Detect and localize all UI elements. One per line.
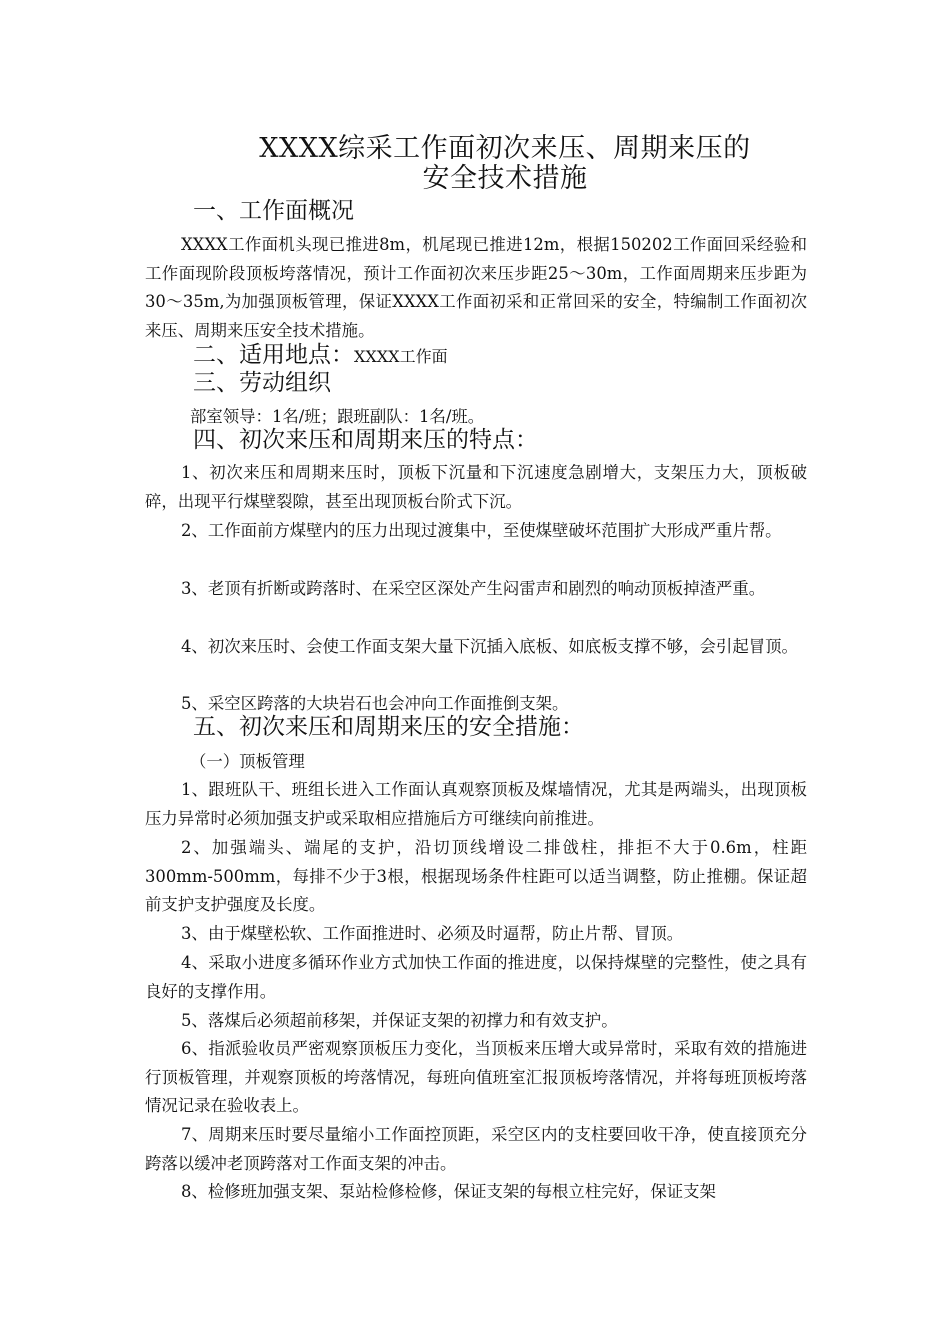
- section4-heading: 四、初次来压和周期来压的特点：: [193, 427, 538, 453]
- section4-item: 2、工作面前方煤壁内的压力出现过渡集中，至使煤壁破坏范围扩大形成严重片帮。: [181, 521, 782, 540]
- section3-paragraph: 部室领导：1名/班；跟班副队：1名/班。: [190, 407, 485, 426]
- document-title-line1: XXXX综采工作面初次来压、周期来压的: [259, 133, 751, 164]
- section5-item: 5、落煤后必须超前移架，并保证支架的初撑力和有效支护。: [181, 1011, 618, 1030]
- section4-item: 5、采空区跨落的大块岩石也会冲向工作面推倒支架。: [181, 694, 569, 713]
- section5-item: 4、采取小进度多循环作业方式加快工作面的推进度，以保持煤壁的完整性，使之具有良好的支撑作用。: [145, 953, 807, 1001]
- section2-location-value: XXXX工作面: [354, 347, 448, 366]
- section5-item: 2、加强端头、端尾的支护，沿切顶线增设二排戗柱，排拒不大于0.6m，柱距300mm-500mm，每排不少于3根，根据现场条件柱距可以适当调整，防止推棚。保证超前支护支护强度及长度。: [145, 838, 807, 915]
- section5-item: 1、跟班队干、班组长进入工作面认真观察顶板及煤墙情况，尤其是两端头，出现顶板压力异常时必须加强支护或采取相应措施后方可继续向前推进。: [145, 780, 807, 828]
- section5-item: 8、检修班加强支架、泵站检修检修，保证支架的每根立柱完好，保证支架: [181, 1182, 716, 1201]
- section5-item: 3、由于煤壁松软、工作面推进时、必须及时逼帮，防止片帮、冒顶。: [181, 924, 684, 943]
- document-title-line2: 安全技术措施: [422, 163, 588, 194]
- section5-item: 7、周期来压时要尽量缩小工作面控顶距，采空区内的支柱要回收干净，使直接顶充分跨落以缓冲老顶跨落对工作面支架的冲击。: [145, 1125, 807, 1173]
- section5-heading: 五、初次来压和周期来压的安全措施：: [193, 714, 584, 740]
- section1-heading: 一、工作面概况: [193, 198, 354, 224]
- section2-heading-label: 二、适用地点：: [193, 342, 354, 368]
- section4-item: 1、初次来压和周期来压时，顶板下沉量和下沉速度急剧增大，支架压力大，顶板破碎，出现平行煤壁裂隙，甚至出现顶板台阶式下沉。: [145, 463, 807, 511]
- section5-item: 6、指派验收员严密观察顶板压力变化，当顶板来压增大或异常时，采取有效的措施进行顶板管理，并观察顶板的垮落情况，每班向值班室汇报顶板垮落情况，并将每班顶板垮落情况记录在验收表上。: [145, 1039, 807, 1116]
- section3-heading: 三、劳动组织: [193, 370, 331, 396]
- section5-subheading: （一）顶板管理: [190, 752, 305, 771]
- section4-item: 3、老顶有折断或跨落时、在采空区深处产生闷雷声和剧烈的响动顶板掉渣严重。: [181, 579, 766, 598]
- section4-item: 4、初次来压时、会使工作面支架大量下沉插入底板、如底板支撑不够，会引起冒顶。: [181, 637, 798, 656]
- section1-paragraph: XXXX工作面机头现已推进8m，机尾现已推进12m，根据150202工作面回采经验和工作面现阶段顶板垮落情况，预计工作面初次来压步距25～30m，工作面周期来压步距为30～35m,为加强顶板管理，保证XXXX工作面初采和正常回采的安全，特编制工作面初次来压、周期来压安全技术措施。: [145, 235, 807, 340]
